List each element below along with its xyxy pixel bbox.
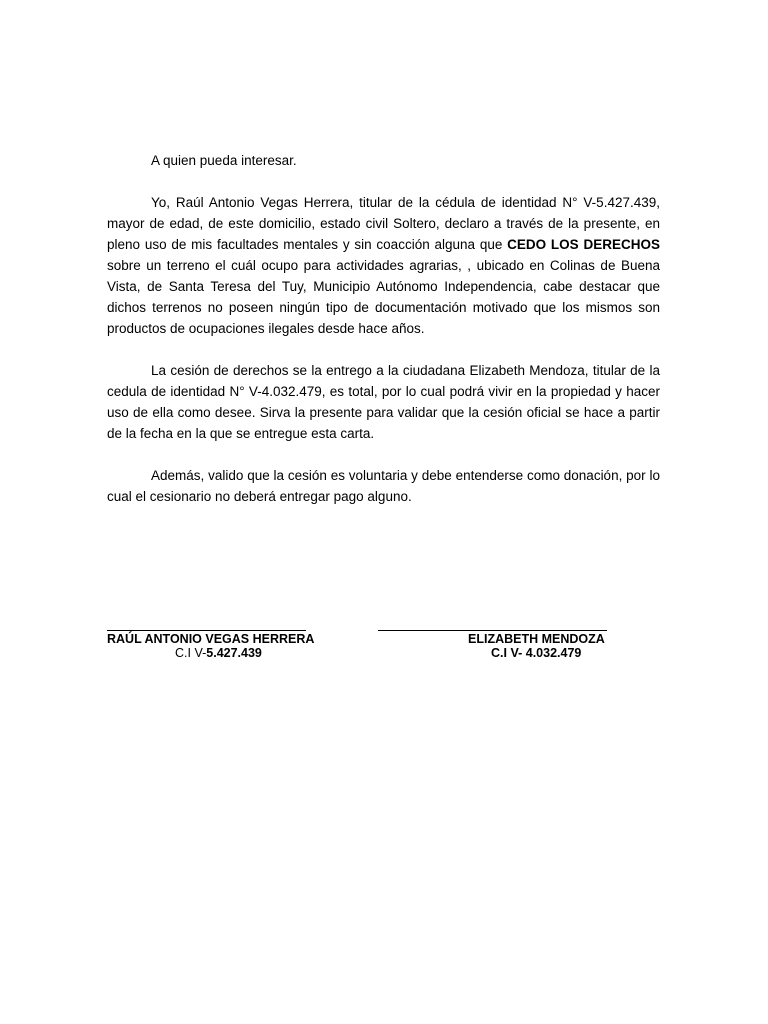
signature-id-number-left: 5.427.439	[206, 646, 262, 660]
declaration-text-end: sobre un terreno el cuál ocupo para actividades agrarias, , ubicado en Colinas de Buena Vista, de Santa Teresa del Tuy, Municipio Autónomo Independencia, cabe destacar que dichos terrenos no poseen ningún tipo de documentación motivado que los mismos son productos de ocupaciones ilegales desde hace años.	[107, 258, 660, 336]
signature-id-number-right: 4.032.479	[522, 646, 582, 660]
signature-id-prefix-right: C.I V-	[491, 646, 523, 660]
signature-line-left	[107, 630, 306, 631]
salutation: A quien pueda interesar.	[151, 153, 297, 168]
signature-name-right: ELIZABETH MENDOZA	[468, 632, 605, 646]
signature-name-left: RAÚL ANTONIO VEGAS HERRERA	[107, 632, 315, 646]
paragraph-donation: Además, valido que la cesión es voluntaria y debe entenderse como donación, por lo cual el cesionario no deberá entregar pago alguno.	[107, 468, 660, 504]
signature-id-right	[491, 646, 581, 660]
letter-body	[107, 150, 660, 528]
paragraph-declaration	[107, 192, 660, 339]
signature-line-right	[378, 630, 607, 631]
paragraph-cession: La cesión de derechos se la entrego a la ciudadana Elizabeth Mendoza, titular de la cedula de identidad N° V-4.032.479, es total, por lo cual podrá vivir en la propiedad y hacer uso de ella como desee. Sirva la presente para validar que la cesión oficial se hace a partir de la fecha en la que se entregue esta carta.	[107, 363, 660, 441]
signature-id-left	[175, 646, 262, 660]
declaration-emphasis: CEDO LOS DERECHOS	[507, 237, 660, 252]
signature-id-prefix-left: C.I V-	[175, 646, 207, 660]
declaration-text-start: Yo, Raúl Antonio Vegas Herrera, titular de la cédula de identidad N° V-5.427.439, mayor de edad, de este domicilio, estado civil Soltero, declaro a través de la presente, en pleno uso de mis facultades mentales y sin coacción alguna que	[107, 195, 660, 252]
